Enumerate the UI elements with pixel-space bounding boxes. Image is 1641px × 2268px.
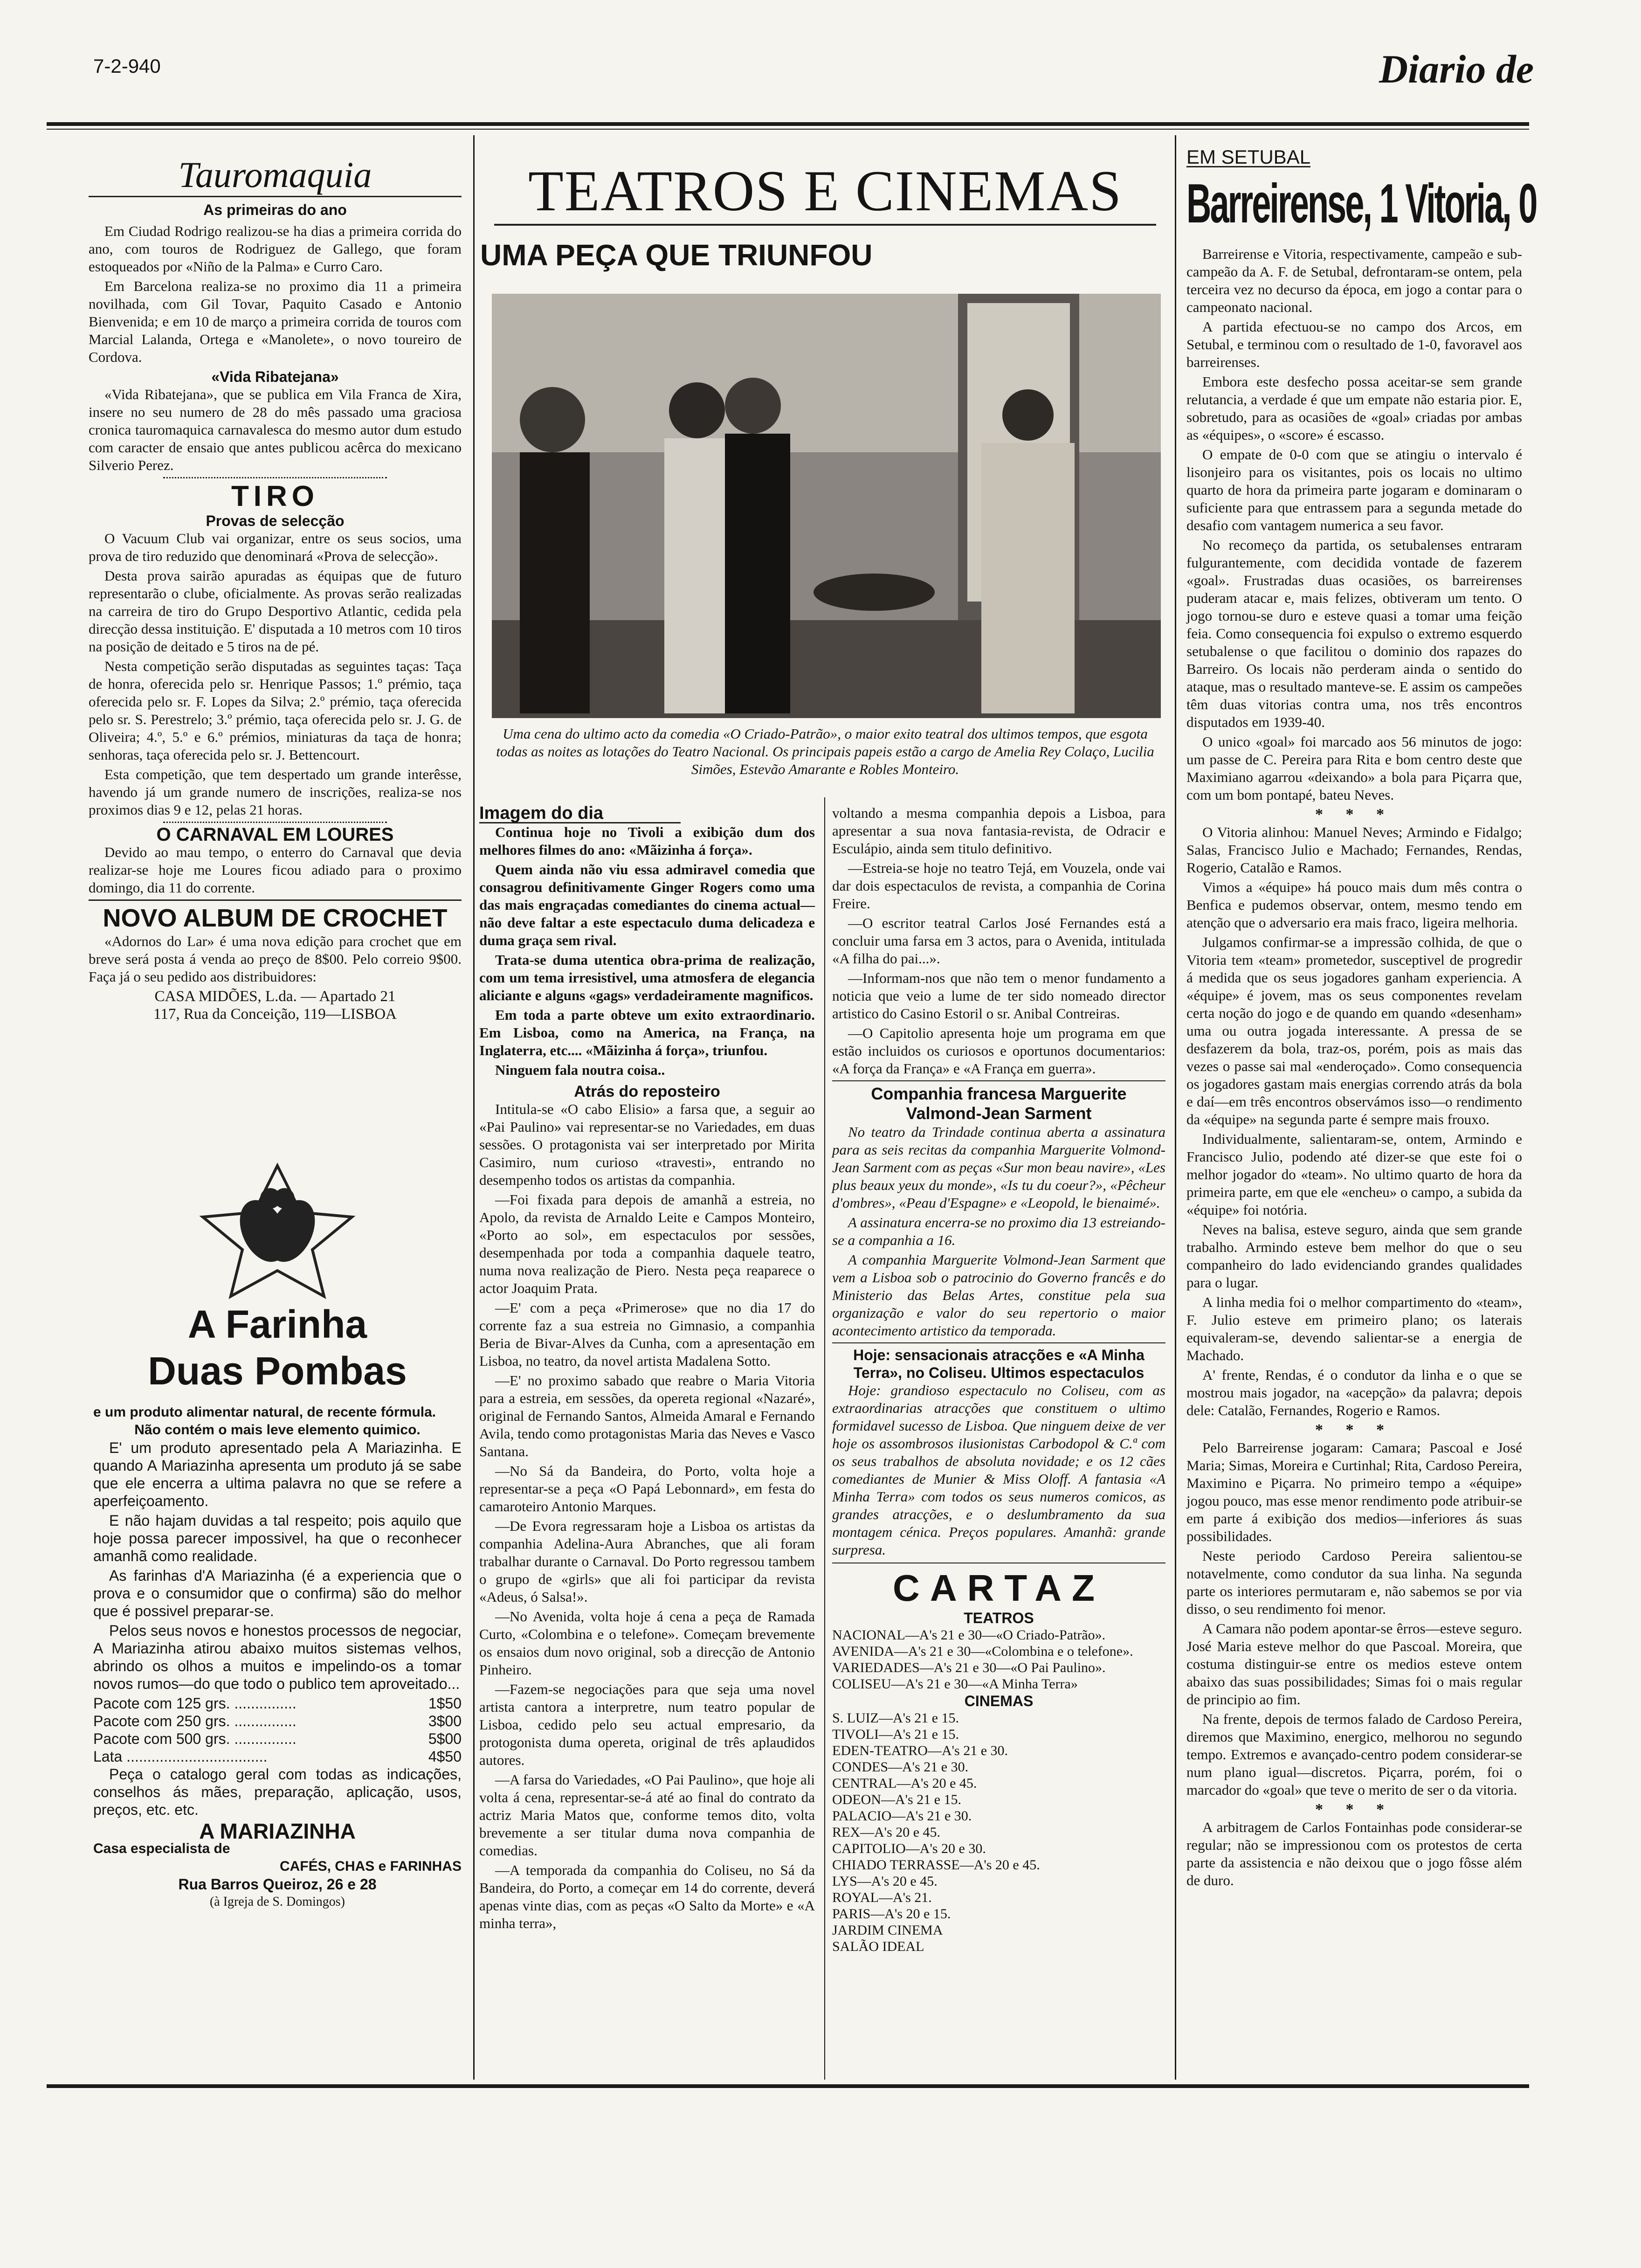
list-item: TIVOLI—A's 21 e 15. [832,1727,959,1742]
list-item: EDEN-TEATRO—A's 21 e 30. [832,1743,1008,1758]
paragraph: —Estreia-se hoje no teatro Tejá, em Vouzela, onde vai dar dois espectaculos de revista, a companhia de Corina Freire. [832,860,1165,912]
list-item: COLISEU—A's 21 e 30—«A Minha Terra» [832,1676,1078,1692]
photo-caption: Uma cena do ultimo acto da comedia «O Criado-Patrão», o maior exito teatral dos ultimos tempos, que esgota todas as noites as lotações do Teatro Nacional. Os principais papeis estão a cargo de Amelia Rey Colaço, Lucilia Simões, Estevão Amarante e Robles Monteiro. [496,726,1154,777]
brand-name: Duas Pombas [148,1349,407,1393]
shop-address: Rua Barros Queiroz, 26 e 28 [178,1876,377,1893]
list-item: LYS—A's 20 e 45. [832,1874,938,1889]
top-rule [47,122,1529,126]
paragraph: —No Avenida, volta hoje á cena a peça de Ramada Curto, «Colombina e o telefone». Começam brevemente os ensaios dum novo original, sob a direcção de Antonio Pinheiro. [479,1608,815,1678]
price-row: Pacote com 125 grs. ............... 1$50 [93,1695,462,1712]
paragraph: Em Barcelona realiza-se no proximo dia 11 a primeira novilhada, com Gil Tovar, Paquito Casado e Antonio Bienvenida; e em 10 de março a primeira corrida de touros com Marcial Lalanda, Ortega e «Manolete», o novo toureiro de Cordova. [89,278,462,365]
list-item: PARIS—A's 20 e 15. [832,1906,951,1922]
list-item: S. LUIZ—A's 21 e 15. [832,1710,959,1726]
section-title: TEATROS E CINEMAS [494,159,1156,226]
paragraph: Intitula-se «O cabo Elisio» a farsa que, a seguir ao «Pai Paulino» vai representar-se no Variedades, em duas sessões. O protagonista vai ser interpretado por Mirita Casimiro, num curioso «travesti», entrando no desempenho todos os artistas da companhia. [479,1101,815,1188]
paragraph: —De Evora regressaram hoje a Lisboa os artistas da companhia Adelina-Aura Abranches, que ali foram trabalhar durante o Carnaval. Do Porto regressou tambem o grupo de «girls» que ali foi participar da revista «Adeus, ó Salsa!». [479,1518,815,1605]
paragraph: Pelos seus novos e honestos processos de negociar, A Mariazinha atirou abaixo muitos sistemas velhos, abrindo os olhos a muitos e impelindo-os a tomar novos rumos—do que todo o publico tem aproveitado... [93,1622,462,1692]
atras-do-reposteiro-title: Atrás do reposteiro [574,1083,720,1100]
page-date: 7-2-940 [93,55,161,77]
paragraph: —No Sá da Bandeira, do Porto, volta hoje a representar-se a peça «O Papá Lebonnard», em festa do camaroteiro Antonio Marques. [479,1463,815,1514]
top-rule-thin [47,129,1529,130]
paragraph: —Fazem-se negociações para que seja uma novel artista cantora a interpretre, num teatro popular de Lisboa, cedido pelo seu actual empresario, da protogonista duma opereta, original de três aplaudidos autores. [479,1681,815,1768]
shop-subtitle: Casa especialista de [93,1841,230,1856]
paragraph: A arbitragem de Carlos Fontainhas pode considerar-se regular; não se impressionou com os protestos de certa parte da assistencia e não deixou que o jogo fôsse além de duro. [1186,1819,1522,1888]
column-divider [824,797,825,2080]
companhia-francesa-title: Companhia francesa Marguerite Valmond-Jean Sarment [871,1084,1127,1123]
paragraph: —A temporada da companhia do Coliseu, no Sá da Bandeira, do Porto, a começar em 14 do corrente, deverá apenas vinte dias, com as peças «O Salto da Morte» e «A minha terra», [479,1862,815,1931]
teatros-heading: TEATROS [964,1610,1034,1626]
kicker: EM SETUBAL [1186,146,1311,168]
paragraph: O Vacuum Club vai organizar, entre os seus socios, uma prova de tiro reduzido que denominará «Prova de selecção». [89,530,462,564]
paragraph: —A farsa do Variedades, «O Pai Paulino», que hoje ali volta á cena, representar-se-á até ao final do contrato da actriz Maria Matos que, conforme temos dito, volta brevemente a ser titular duma nova companhia de comedias. [479,1771,815,1859]
list-item: JARDIM CINEMA [832,1922,943,1938]
paragraph: Trata-se duma utentica obra-prima de realização, com um tema irresistivel, uma atmosfera de elegancia aliciante e alguns «gags» verdadeiramente magnificos. [479,952,815,1003]
teatros-list [832,1627,1165,1692]
column-divider [473,135,475,2080]
vida-ribatejana-title: «Vida Ribatejana» [211,368,339,385]
paragraph: O unico «goal» foi marcado aos 56 minutos de jogo: um passe de C. Pereira para Rita e bom centro deste que Maximiano agarrou «deixando» a bola para Piçarra que, com um bom pontapé, bateu Neves. [1186,733,1522,803]
paragraph: A companhia Marguerite Volmond-Jean Sarment que vem a Lisboa sob o patrocinio do Governo francês e do Ministerio das Belas Artes, constitue pela sua organização e valor do seu repertorio o maior acontecimento artistico da temporada. [832,1252,1165,1339]
section-stars: * * * [1315,1801,1393,1818]
paragraph: —E' com a peça «Primerose» que no dia 17 do corrente faz a sua estreia no Gimnasio, a companhia Beria de Bivar-Alves da Cunha, com a apresentação em Lisboa, no teatro, da novel artista Madalena Sotto. [479,1300,815,1369]
ornament-divider [163,822,387,823]
paragraph: Julgamos confirmar-se a impressão colhida, de que o Vitoria tem «team» prometedor, susceptivel de progredir á medida que os seus jogadores ganham experiencia. A «équipe» é jovem, mas os seus componentes revelam certa noção do jogo e de quando em quando «desenham» uma ou outra jogada interessante. A pressa de se desfazerem da bola, traz-os, porém, pois as mais das vezes o passe sai mal «enderoçado». Como consequencia os jogadores gastam mais energias correndo atrás da bola e daí—em três encontros observámos isso—o rendimento da «équipe» na segunda parte é sempre mais frouxo. [1186,934,1522,1127]
right-column [1186,146,1537,1891]
farinha-advertisement [93,1161,462,1911]
ornament-divider [163,477,387,478]
paragraph: As farinhas d'A Mariazinha (é a experiencia que o prova e o consumidor que o confirma) são do melhor que é possivel preparar-se. [93,1567,462,1619]
sports-headline: Barreirense, 1 Vitoria, 0 [1186,172,1537,235]
ad-lead: Não contém o mais leve elemento quimico. [134,1422,421,1438]
paragraph: Hoje: grandioso espectaculo no Coliseu, com as extraordinarias atracções que constituem o ultimo formidavel sucesso de Lisboa. Que ninguem deixe de ver hoje os assombrosos ilusionistas Carbodopol & C.ª com os seus trabalhos de absoluta novidade; e os 12 cães comediantes de Munier & Miss Oloff. A fantasia «A Minha Terra» com todos os seus numeros comicos, as grandes atracções, e o deslumbramento da sua montagem cénica. Preços populares. Amanhã: grande surpresa. [832,1382,1165,1558]
cartaz-title: CARTAZ [893,1567,1105,1609]
paragraph: Devido ao mau tempo, o enterro do Carnaval que devia realizar-se hoje me Loures ficou adiado para o proximo domingo, dia 11 do corrente. [89,844,462,896]
list-item: VARIEDADES—A's 21 e 30—«O Pai Paulino». [832,1660,1106,1675]
shop-subtitle: CAFÉS, CHAS e FARINHAS [279,1859,462,1874]
cinemas-heading: CINEMAS [964,1693,1034,1709]
paragraph: Ninguem fala noutra coisa.. [495,1062,665,1078]
list-item: CHIADO TERRASSE—A's 20 e 45. [832,1857,1040,1873]
paragraph: A assinatura encerra-se no proximo dia 13 estreiando-se a companhia a 16. [832,1214,1165,1248]
section-stars: * * * [1315,1421,1393,1438]
paragraph: O empate de 0-0 com que se atingiu o intervalo é lisonjeiro para os visitantes, pois os locais no ultimo quarto de hora da primeira parte jogaram e dominaram o suficiente para que entrassem para a segunda metade do desafio com vantagem numerica a seu favor. [1186,446,1522,533]
center-right-column [832,804,1165,1955]
paragraph: —O Capitolio apresenta hoje um programa em que estão incluidos os curiosos e oportunos documentarios: «A força da França» e «A França em guerra». [832,1025,1165,1077]
theatre-photo [492,294,1161,718]
paragraph: Barreirense e Vitoria, respectivamente, campeão e sub-campeão da A. F. de Setubal, defrontaram-se ontem, pela terceira vez no decurso da época, em jogo a contar para o campeonato nacional. [1186,246,1522,315]
carnaval-title: O CARNAVAL EM LOURES [156,824,394,845]
paragraph: Neves na balisa, esteve seguro, ainda que sem grande trabalho. Armindo esteve bem melhor do que o seu companheiro do lado evidenciando grandes qualidades para o lugar. [1186,1221,1522,1291]
paragraph: Neste periodo Cardoso Pereira salientou-se notavelmente, como condutor da sua linha. Na segunda parte os interiores permutaram e, não sabemos se por via disso, o seu rendimento foi menor. [1186,1548,1522,1617]
tauromaquia-title: Tauromaquia [89,154,462,197]
price-row: Lata .................................. 4$50 [93,1748,462,1765]
list-item: PALACIO—A's 21 e 30. [832,1808,972,1824]
left-column [89,154,462,1023]
paragraph: No recomeço da partida, os setubalenses entraram fulgurantemente, com decidida vontade de fazerem «goal». Frustradas duas ocasiões, os barreirenses puderam atacar e, mais felizes, obtiveram um tento. O jogo tornou-se duro e esteve quasi a tomar uma feição feia. Como consequencia foi expulso o extremo esquerdo setubalense o que facilitou o dominio dos rapazes do Barreiro. Os locais não perderam ainda o sentido do ataque, mas o resultado manteve-se. E assim os campeões têm duas vitorias contra uma, nos três encontros disputados em 1939-40. [1186,537,1522,730]
paragraph: Individualmente, salientaram-se, ontem, Armindo e Francisco Julio, podendo até dizer-se que este foi o melhor jogador do «team». No ultimo quarto de hora da primeira parte, em que ele «encheu» o campo, a subida da «équipe» foi notória. [1186,1131,1522,1218]
cinemas-list [832,1710,1165,1955]
coliseu-title: Hoje: sensacionais atracções e «A Minha Terra», no Coliseu. Ultimos espectaculos [853,1347,1145,1381]
paragraph: O Vitoria alinhou: Manuel Neves; Armindo e Fidalgo; Salas, Francisco Julio e Machado; Fernandes, Rendas, Rogerio, Catalão e Ramos. [1186,824,1522,876]
paragraph: Em toda a parte obteve um exito extraordinario. Em Lisboa, como na America, na França, na Inglaterra, etc.... «Mãizinha á força», triunfou. [479,1007,815,1058]
paragraph: «Vida Ribatejana», que se publica em Vila Franca de Xira, insere no seu numero de 28 do mês passado uma graciosa cronica tauromaquica carnavalesca do mesmo autor dum estudo com caracter de ensaio que antes publicou acêrca do mexicano Silverio Perez. [89,386,462,473]
list-item: AVENIDA—A's 21 e 30—«Colombina e o telefone». [832,1644,1133,1659]
center-left-column [479,804,815,1934]
paragraph: Na frente, depois de termos falado de Cardoso Pereira, diremos que Maximino, energico, melhorou no segundo tempo. Extremos e avançado-centro podem considerar-se num plano igual—discretos. Piçarra, porém, foi o marcador do «goal» que teve o merito de ser o da vitoria. [1186,1711,1522,1798]
list-item: CAPITOLIO—A's 20 e 30. [832,1841,986,1856]
ad-lead: e um produto alimentar natural, de recente fórmula. [93,1404,436,1420]
bottom-rule [47,2084,1529,2088]
paragraph: No teatro da Trindade continua aberta a assinatura para as seis recitas da companhia Marguerite Volmond-Jean Sarment com as peças «Sur mon beau navire», «Les plus beaux yeux du monde», «Is tu du coeur?», «Pêcheur d'ombres», «Peau d'Espagne» e «Leopold, le bienaimé». [832,1124,1165,1211]
paragraph: —Informam-nos que não tem o menor fundamento a noticia que veio a lume de ter sido nomeado director artistico do Casino Estoril o sr. Anibal Contreiras. [832,970,1165,1022]
shop-name: A MARIAZINHA [199,1819,356,1843]
list-item: CONDES—A's 21 e 30. [832,1759,969,1775]
tiro-subtitle: Provas de selecção [206,512,345,529]
paragraph: A linha media foi o melhor compartimento do «team», F. Julio esteve em primeiro plano; os laterais equivaleram-se, devendo salientar-se a energia de Machado. [1186,1294,1522,1363]
imagem-do-dia-title: Imagem do dia [479,804,681,823]
price-list [93,1694,462,1765]
paragraph: —O escritor teatral Carlos José Fernandes está a concluir uma farsa em 3 actos, para o Avenida, intitulada «A filha do pai...». [832,915,1165,967]
paragraph: Nesta competição serão disputadas as seguintes taças: Taça de honra, oferecida pelo sr. Henrique Passos; 1.º prémio, taça oferecida pelo sr. F. Lopes da Silva; 2.º prémio, taça oferecida pelo sr. S. Perestrelo; 3.º prémio, taça oferecida pelo sr. J. G. de Oliveira; 4.º, 5.º e 6.º prémios, miniaturas da taça de honra; senhoras, taça oferecida pelo sr. J. Bettencourt. [89,658,462,763]
paragraph: E não hajam duvidas a tal respeito; pois aquilo que hoje possa parecer impossivel, ha que o reconhecer amanhã como realidade. [93,1512,462,1564]
list-item: NACIONAL—A's 21 e 30—«O Criado-Patrão». [832,1627,1106,1643]
paragraph: Quem ainda não viu essa admiravel comedia que consagrou definitivamente Ginger Rogers como uma das mais engraçadas comediantes do cinema actual—não deve faltar a este espectaculo duma delicadeza e duma graça sem rival. [479,861,815,948]
list-item: REX—A's 20 e 45. [832,1825,941,1840]
section-stars: * * * [1315,806,1393,823]
newspaper-name: Diario de [1379,47,1534,91]
paragraph: Continua hoje no Tivoli a exibição dum dos melhores filmes do ano: «Mãizinha á força». [479,824,815,858]
column-divider [1175,135,1176,2080]
paragraph: E' um produto apresentado pela A Mariazinha. E quando A Mariazinha apresenta um produto já se sabe que ele encerra a ultima palavra no que se refere a aperfeiçoamento. [93,1439,462,1509]
list-item: ROYAL—A's 21. [832,1890,932,1905]
tiro-title: TIRO [231,480,319,512]
price-row: Pacote com 250 grs. ............... 3$00 [93,1713,462,1729]
list-item: CENTRAL—A's 20 e 45. [832,1776,977,1791]
center-headline: UMA PEÇA QUE TRIUNFOU [480,238,873,272]
list-item: SALÃO IDEAL [832,1939,924,1954]
paragraph: Desta prova sairão apuradas as équipas que de futuro representarão o clube, oficialmente. As provas serão realizadas na carreira de tiro do Grupo Desportivo Atlantic, cedida pela direcção dessa instituição. E' disputada a 10 metros com 10 tiros na posição de deitado e 5 tiros na de pé. [89,567,462,655]
crochet-address: 117, Rua da Conceição, 119—LISBOA [153,1006,397,1023]
paragraph: Peça o catalogo geral com todas as indicações, conselhos ás mães, preparação, aplicação, usos, preços, etc. etc. [93,1766,462,1818]
paragraph: Embora este desfecho possa aceitar-se sem grande relutancia, a verdade é que um empate não estaria pior. E, sobretudo, para as ocasiões de «goal» criadas por ambas as «équipes», o «score» é escasso. [1186,373,1522,443]
paragraph: —E' no proximo sabado que reabre o Maria Vitoria para a estreia, em sessões, da opereta regional «Nazaré», original de Fernando Santos, Almeida Amaral e Fernando Avila, tendo como protagonistas Maria das Neves e Vasco Santana. [479,1372,815,1459]
doves-logo [179,1161,375,1301]
brand-name: A Farinha [187,1302,367,1346]
paragraph: A Camara não podem apontar-se êrros—esteve seguro. José Maria esteve melhor do que Pascoal. Moreira, que costuma distinguir-se entre os medios esteve ontem abaixo das suas possibilidades; Simas foi o mais regular de principio ao fim. [1186,1620,1522,1708]
crochet-title: NOVO ALBUM DE CROCHET [103,904,448,932]
paragraph: A partida efectuou-se no campo dos Arcos, em Setubal, e terminou com o resultado de 1-0, favoravel aos barreirenses. [1186,318,1522,370]
paragraph: voltando a mesma companhia depois a Lisboa, para apresentar a sua nova fantasia-revista, de Odracir e Esculápio, ainda sem titulo definitivo. [832,805,1165,857]
paragraph: Esta competição, que tem despertado um grande interêsse, havendo já um grande numero de inscrições, realiza-se nos proximos dias 9 e 12, pelas 21 horas. [89,766,462,818]
paragraph: Em Ciudad Rodrigo realizou-se ha dias a primeira corrida do ano, com touros de Rodriguez de Gallego, que foram estoqueados por «Niño de la Palma» e Curro Caro. [89,223,462,275]
shop-address: (à Igreja de S. Domingos) [209,1895,345,1909]
crochet-address: CASA MIDÕES, L.da. — Apartado 21 [154,988,396,1005]
paragraph: Vimos a «équipe» há pouco mais dum mês contra o Benfica e pudemos observar, ontem, mesmo tendo em atenção que o adversario era mais fraco, ligeira melhoria. [1186,879,1522,931]
tauromaquia-subtitle: As primeiras do ano [203,201,347,218]
paragraph: Pelo Barreirense jogaram: Camara; Pascoal e José Maria; Simas, Moreira e Curtinhal; Rita, Cardoso Pereira, Maximino e Piçarra. No primeiro tempo a «équipe» jogou pouco, mas esse menor rendimento pode atribuir-se em parte á exibição dos medios—inferiores ás suas possibilidades. [1186,1439,1522,1544]
paragraph: «Adornos do Lar» é uma nova edição para crochet que em breve será posta á venda ao preço de 8$00. Pelo correio 9$00. Faça já o seu pedido aos distribuidores: [89,933,462,985]
paragraph: A' frente, Rendas, é o condutor da linha e o que se mostrou mais jogador, na «acepção» da palavra; depois dele: Catalão, Fernandes, Rogerio e Ramos. [1186,1367,1522,1418]
price-row: Pacote com 500 grs. ............... 5$00 [93,1730,462,1747]
list-item: ODEON—A's 21 e 15. [832,1792,962,1807]
paragraph: —Foi fixada para depois de amanhã a estreia, no Apolo, da revista de Arnaldo Leite e Campos Monteiro, «Porto ao sol», em espectaculos por sessões, desempenhada por toda a companhia daquele teatro, numa nova realização de Piero. Nesta peça reaparece o actor Joaquim Prata. [479,1191,815,1296]
